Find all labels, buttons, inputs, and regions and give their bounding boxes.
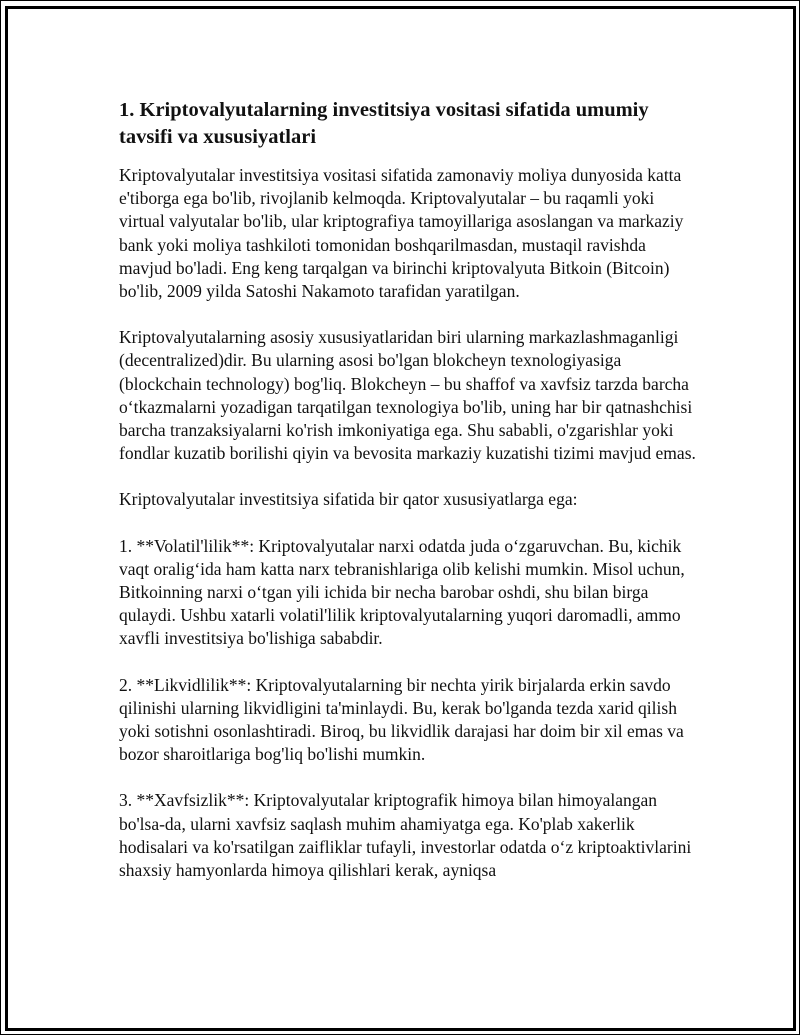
paragraph-intro: Kriptovalyutalar investitsiya vositasi sifatida zamonaviy moliya dunyosida katta e'tiborga ega bo'lib, rivojlanib kelmoqda. Kriptovalyutalar – bu raqamli yoki virtual valyutalar bo'lib, ular kriptografiya tamoyillariga asoslangan va markaziy bank yoki moliya tashkiloti tomonidan boshqarilmasdan, mustaqil ravishda mavjud bo'ladi. Eng keng tarqalgan va birinchi kriptovalyuta Bitkoin (Bitcoin) bo'lib, 2009 yilda Satoshi Nakamoto tarafidan yaratilgan. bbox=[119, 165, 684, 302]
paragraph-volatility: 1. **Volatil'lilik**: Kriptovalyutalar narxi odatda juda o‘zgaruvchan. Bu, kichik vaqt oralig‘ida ham katta narx tebranishlariga olib kelishi mumkin. Misol uchun, Bitkoinning narxi o‘tgan yili ichida bir necha barobar oshdi, shu bilan birga qulaydi. Ushbu xatarli volatil'lilik kriptovalyutalarning yuqori daromadli, ammo xavfli investitsiya bo'lishiga sababdir. bbox=[119, 535, 685, 649]
section-heading: 1. Kriptovalyutalarning investitsiya vositasi sifatida umumiy tavsifi va xususiyatlari bbox=[119, 99, 649, 148]
document-body bbox=[119, 97, 699, 905]
paragraph-security: 3. **Xavfsizlik**: Kriptovalyutalar kriptografik himoya bilan himoyalangan bo'lsa-da, ularni xavfsiz saqlash muhim ahamiyatga ega. Ko'plab xakerlik hodisalari va ko'rsatilgan zaifliklar tufayli, investorlar odatda o‘z kriptoaktivlarini shaxsiy hamyonlarda himoya qilishlari kerak, ayniqsa bbox=[119, 790, 692, 881]
paragraph-liquidity: 2. **Likvidlilik**: Kriptovalyutalarning bir nechta yirik birjalarda erkin savdo qilinishi ularning likvidligini ta'minlaydi. Bu, kerak bo'lganda tezda xarid qilish yoki sotishni osonlashtiradi. Biroq, bu likvidlik darajasi har doim bir xil emas va bozor sharoitlariga bog'liq bo'lishi mumkin. bbox=[119, 674, 684, 765]
paragraph-decentralization: Kriptovalyutalarning asosiy xususiyatlaridan biri ularning markazlashmaganligi (decentralized)dir. Bu ularning asosi bo'lgan blokcheyn texnologiyasiga (blockchain technology) bog'liq. Blokcheyn – bu shaffof va xavfsiz tarzda barcha o‘tkazmalarni yozadigan tarqatilgan texnologiya bo'lib, uning har bir qatnashchisi barcha tranzaksiyalarni ko'rish imkoniyatiga ega. Shu sababli, o'zgarishlar yoki fondlar kuzatib borilishi qiyin va bevosita markaziy kuzatishi tizimi mavjud emas. bbox=[119, 327, 696, 464]
paragraph-features-intro: Kriptovalyutalar investitsiya sifatida bir qator xususiyatlarga ega: bbox=[119, 489, 578, 510]
